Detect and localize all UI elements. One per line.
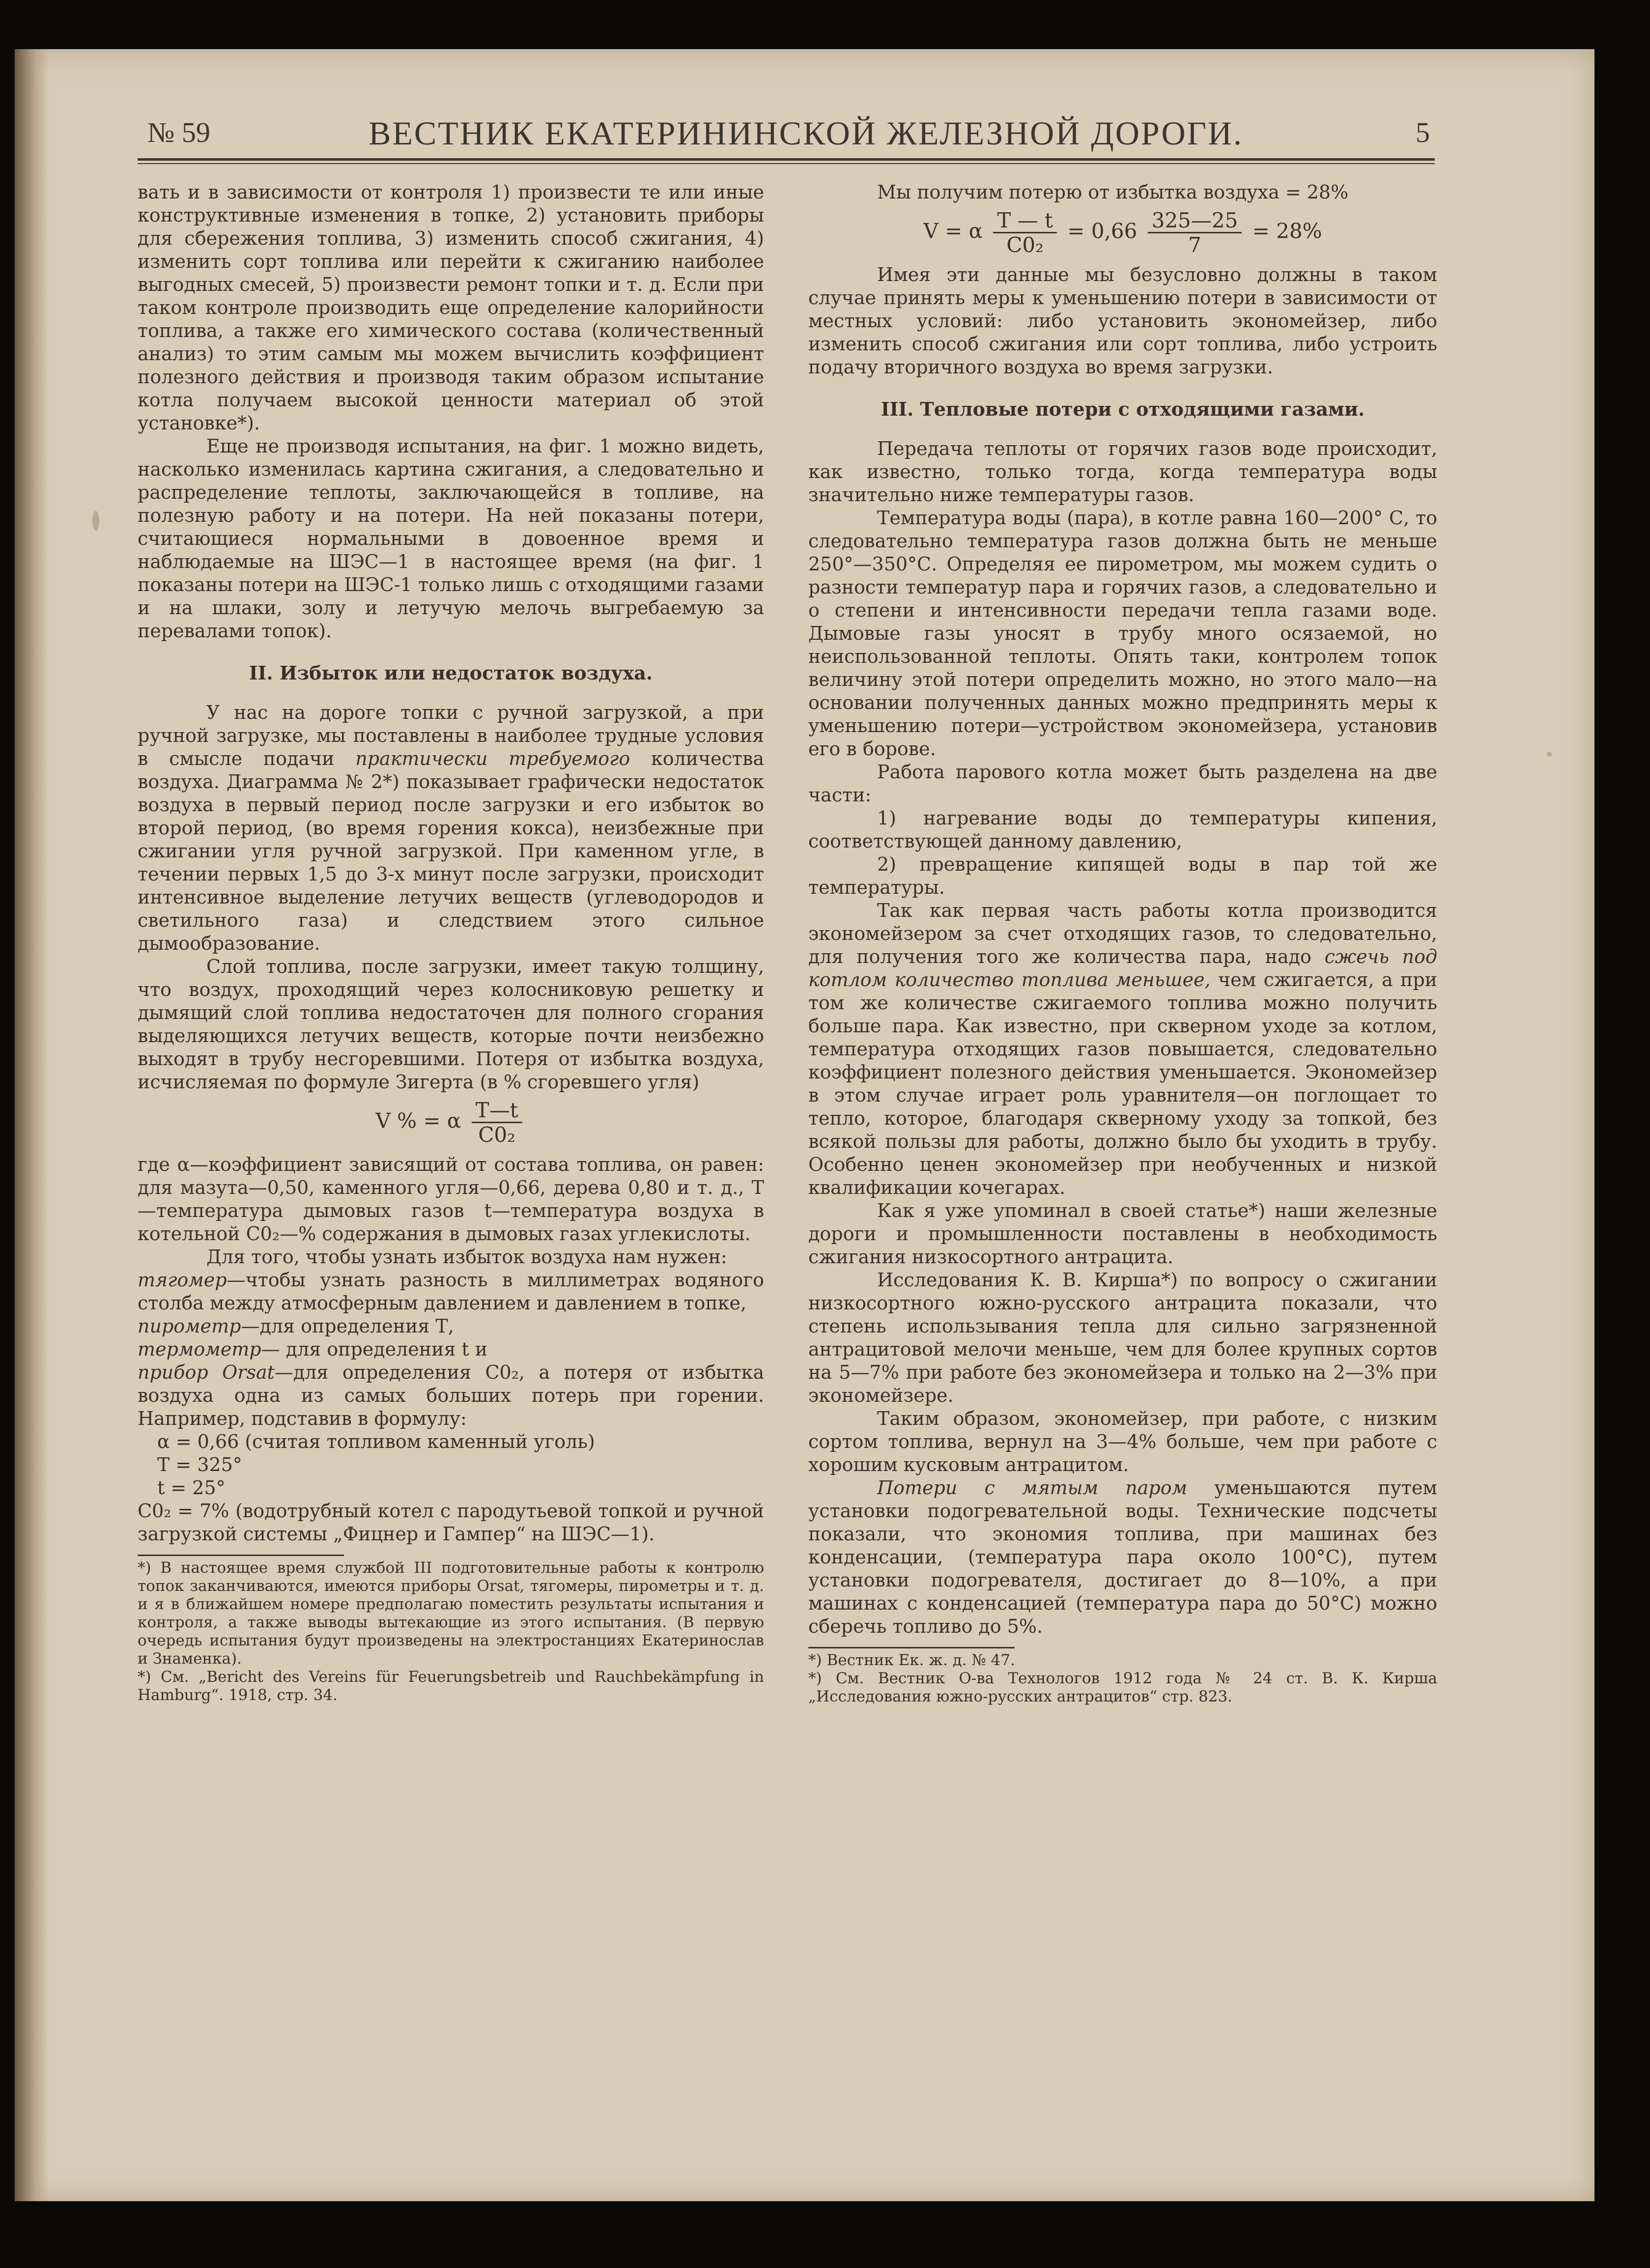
header-rule-thin (138, 163, 1435, 164)
paragraph: Таким образом, экономейзер, при работе, с низким сортом топлива, вернул на 3—4% больше, чем при работе с хорошим кусковым антрацитом. (808, 1408, 1437, 1475)
paper-mark (92, 511, 99, 531)
list-item: прибор Orsat—для определения С0₂, а потеря от избытка воздуха одна из самых больших потерь при горении. Например, подставив в формулу: (138, 1361, 764, 1429)
value-line: С0₂ = 7% (водотрубный котел с пародутьевой топкой и ручной загрузкой системы „Фицнер и Гампер“ на ШЭС—1). (138, 1500, 764, 1545)
journal-title: ВЕСТНИК ЕКАТЕРИНИНСКОЙ ЖЕЛЕЗНОЙ ДОРОГИ. (369, 114, 1244, 152)
paragraph: Потери с мятым паром уменьшаются путем установки подогревательной воды. Технические подсчеты показали, что экономия топлива, при машинах без конденсации, (температура пара около 100°С), путем установки подогревателя, достигает до 8—10%, а при машинах с конденсацией (температура пара до 50°С) можно сберечь топливо до 5%. (808, 1477, 1437, 1637)
paragraph: Еще не производя испытания, на фиг. 1 можно видеть, насколько изменилась картина сжигания, а следовательно и распределение теплоты, заключающейся в топливе, на полезную работу и на потери. На ней показаны потери, считающиеся нормальными в довоенное время и наблюдаемые на ШЭС—1 в настоящее время (на фиг. 1 показаны потери на ШЭС-1 только лишь с отходящими газами и на шлаки, золу и летучую мелочь выгребаемую за перевалами топок). (138, 435, 764, 642)
footnote: *) См. Вестник О-ва Технологов 1912 года № 24 ст. В. К. Кирша „Исследования южно-русских антрацитов“ стр. 823. (808, 1670, 1437, 1705)
footnote-rule (138, 1555, 344, 1556)
paragraph: Имея эти данные мы безусловно должны в таком случае принять меры к уменьшению потери в зависимости от местных условий: либо установить экономейзер, либо изменить способ сжигания или сорт топлива, либо устроить подачу вторичного воздуха во время загрузки. (808, 264, 1437, 378)
paragraph: Передача теплоты от горячих газов воде происходит, как известно, только тогда, когда температура воды значительно ниже температуры газов. (808, 438, 1437, 506)
paragraph: Работа парового котла может быть разделена на две части: (808, 761, 1437, 806)
issue-number: № 59 (147, 116, 210, 148)
formula-example: V = α $\frac{T — t}{\text{C0₂}}$ = 0,66 $\frac{325—25}{7}$ = 28% (923, 208, 1322, 257)
page-edge (15, 49, 49, 2201)
paragraph: Исследования К. В. Кирша*) по вопросу о сжигании низкосортного южно-русского антрацита показали, что степень использывания тепла для сильно загрязненной антрацитовой мелочи меньше, чем для более крупных сортов на 5—7% при работе без экономейзера и только на 2—3% при экономейзере. (808, 1269, 1437, 1406)
paragraph: 1) нагревание воды до температуры кипения, соответствующей данному давлению, (808, 807, 1437, 852)
value-line: α = 0,66 (считая топливом каменный уголь) (157, 1431, 595, 1452)
header-rule (138, 158, 1435, 161)
paragraph: Мы получим потерю от избытка воздуха = 28% (877, 181, 1349, 203)
paragraph: где α—коэффициент зависящий от состава топлива, он равен: для мазута—0,50, каменного угля—0,66, дерева 0,80 и т. д., Т—температура дымовых газов t—температура воздуха в котельной С0₂—% содержания в дымовых газах углекислоты. (138, 1154, 764, 1245)
footnote: *) См. „Bericht des Vereins für Feuerungsbetreib und Rauchbekämpfung in Hamburg“. 1918, стр. 34. (138, 1668, 764, 1704)
page-number: 5 (1416, 116, 1430, 148)
paragraph: Слой топлива, после загрузки, имеет такую толщину, что воздух, проходящий через колосниковую решетку и дымящий слой топлива недостаточен для полного сгорания выделяющихся летучих веществ, которые почти неизбежно выходят в трубу несгоревшими. Потеря от избытка воздуха, исчисляемая по формуле Зигерта (в % сгоревшего угля) (138, 956, 764, 1093)
left-column (138, 181, 764, 1704)
paragraph: Для того, чтобы узнать избыток воздуха нам нужен: (206, 1246, 727, 1268)
footnote-rule (808, 1647, 1015, 1648)
paper-mark (1547, 752, 1552, 757)
paragraph: вать и в зависимости от контроля 1) произвести те или иные конструктивные изменения в топке, 2) установить приборы для сбережения топлива, 3) изменить способ сжигания, 4) изменить сорт топлива или перейти к сжиганию наиболее выгодных смесей, 5) произвести ремонт топки и т. д. Если при таком контроле производить еще определение калорийности топлива, а также его химического состава (количественный анализ) то этим самым мы можем вычислить коэффициент полезного действия и производя таким образом испытание котла получаем высокой ценности материал об этой установке*). (138, 181, 764, 434)
list-item: пирометр—для определения Т, (138, 1315, 454, 1337)
paragraph: У нас на дороге топки с ручной загрузкой, а при ручной загрузке, мы поставлены в наиболее трудные условия в смысле подачи практически требуемого количества воздуха. Диаграмма № 2*) показывает графически недостаток воздуха в первый период после загрузки и его избыток во второй период, (во время горения кокса), неизбежные при сжигании угля ручной загрузкой. При каменном угле, в течении первых 1,5 до 3-х минут после загрузки, происходит интенсивное выделение летучих веществ (углеводородов и светильного газа) и следствием этого сильное дымообразование. (138, 702, 764, 954)
value-line: t = 25° (157, 1477, 226, 1499)
footnote: *) Вестник Ек. ж. д. № 47. (808, 1651, 1015, 1669)
section-heading: II. Избыток или недостаток воздуха. (249, 662, 653, 684)
footnote: *) В настоящее время службой III подготовительные работы к контролю топок заканчиваются, имеются приборы Orsat, тягомеры, пирометры и т. д. и я в ближайшем номере предполагаю поместить результаты испытания и контроля, а также выводы вытекающие из этого испытания. (В первую очередь испытания будут произведены на электростанциях Екатеринослав и Знаменка). (138, 1559, 764, 1668)
paragraph: 2) превращение кипящей воды в пар той же температуры. (808, 853, 1437, 898)
list-item: термометр— для определения t и (138, 1338, 488, 1360)
value-line: T = 325° (157, 1454, 242, 1475)
paragraph: Как я уже упоминал в своей статье*) наши железные дороги и промышленности поставлены в необходимость сжигания низкосортного антрацита. (808, 1200, 1437, 1268)
running-header (138, 116, 1435, 155)
list-item: тягомер—чтобы узнать разность в миллиметрах водяного столба между атмосферным давлением и давлением в топке, (138, 1269, 764, 1314)
paragraph: Температура воды (пара), в котле равна 160—200° С, то следовательно температура газов должна быть не меньше 250°—350°С. Определяя ее пирометром, мы можем судить о разности температур пара и горячих газов, а следовательно и о степени и интенсивности передачи тепла газами воде. Дымовые газы уносят в трубу много осязаемой, но неиспользованной теплоты. Опять таки, контролем топок величину этой потери определить можно, но этого мало—на основании полученных данных можно предпринять меры к уменьшению потери—устройством экономейзера, установив его в борове. (808, 507, 1437, 760)
formula-siegert: V % = α $\frac{T—t}{\text{C0₂}}$ (138, 1099, 764, 1146)
paragraph: Так как первая часть работы котла производится экономейзером за счет отходящих газов, то следовательно, для получения того же количества пара, надо сжечь под котлом количество топлива меньшее, чем сжигается, а при том же количестве сжигаемого топлива можно получить больше пара. Как известно, при скверном уходе за котлом, температура отходящих газов повышается, следовательно коэффициент полезного действия уменьшается. Экономейзер в этом случае играет роль уравнителя—он поглощает то тепло, которое, благодаря скверному уходу за топкой, без всякой пользы для работы, должно было бы уходить в трубу. Особенно ценен экономейзер при необученных и низкой квалификации кочегарах. (808, 900, 1437, 1198)
section-heading: III. Тепловые потери с отходящими газами. (881, 398, 1365, 420)
right-column (808, 181, 1437, 1706)
